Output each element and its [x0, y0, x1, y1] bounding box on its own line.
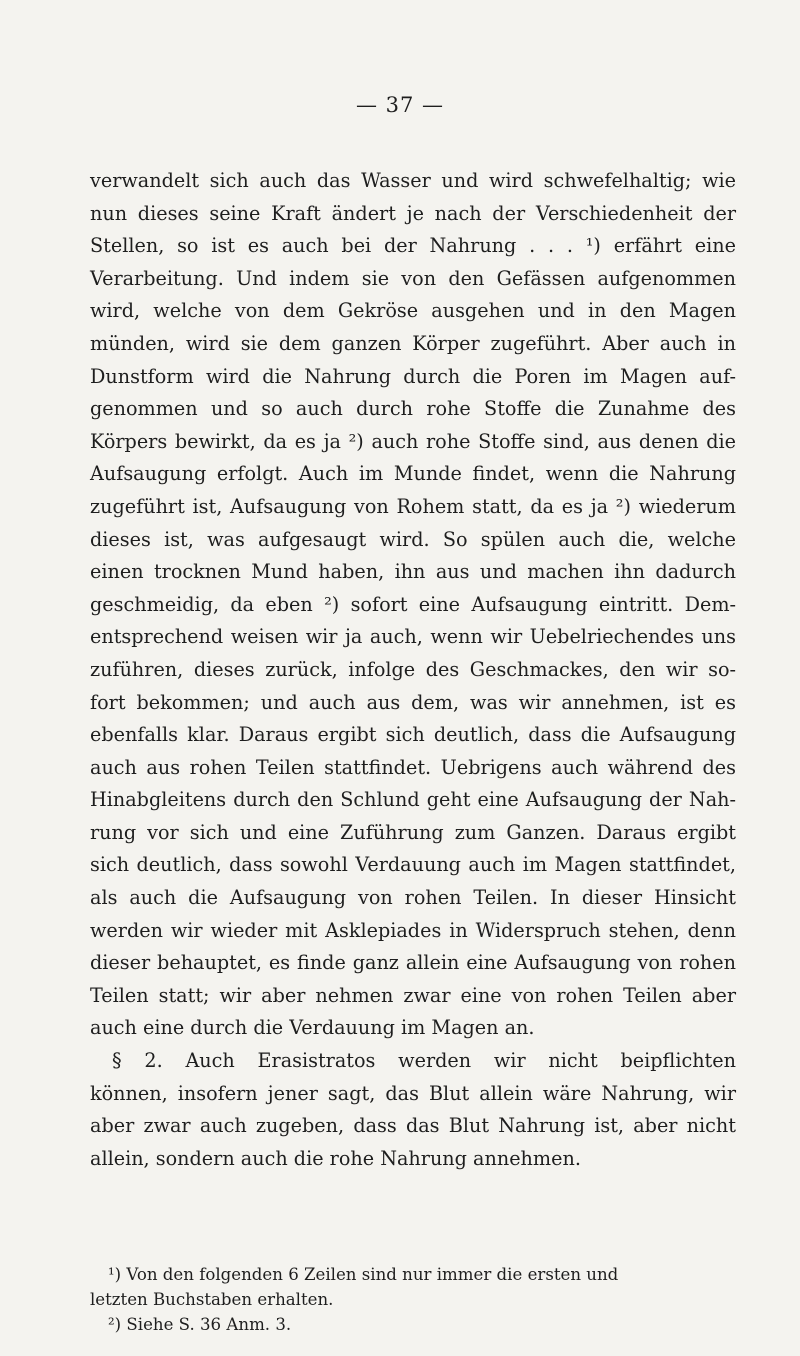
text-line: Aufsaugung erfolgt. Auch im Munde findet, wenn die Nahrung [90, 462, 736, 486]
text-line: werden wir wieder mit Asklepiades in Widerspruch stehen, denn [90, 918, 736, 942]
text-line: sich deutlich, dass sowohl Verdauung auch im Magen stattfindet, [90, 853, 736, 877]
text-line: Körpers bewirkt, da es ja ²) auch rohe Stoffe sind, aus denen die [90, 429, 736, 453]
text-line: wird, welche von dem Gekröse ausgehen und in den Magen [90, 299, 736, 323]
text-line: auch aus rohen Teilen stattfindet. Uebrigens auch während des [90, 755, 736, 779]
text-line: münden, wird sie dem ganzen Körper zugeführt. Aber auch in [90, 331, 736, 355]
text-line: auch eine durch die Verdauung im Magen an. [90, 1016, 535, 1040]
text-line: Verarbeitung. Und indem sie von den Gefässen aufgenommen [90, 266, 736, 290]
text-line: zugeführt ist, Aufsaugung von Rohem statt, da es ja ²) wiederum [90, 494, 736, 518]
text-line: Dunstform wird die Nahrung durch die Poren im Magen auf- [90, 364, 736, 388]
text-line: entsprechend weisen wir ja auch, wenn wir Uebelriechendes uns [90, 625, 736, 649]
text-line: fort bekommen; und auch aus dem, was wir annehmen, ist es [90, 690, 736, 714]
text-line: dieses ist, was aufgesaugt wird. So spülen auch die, welche [90, 527, 736, 551]
text-line: allein, sondern auch die rohe Nahrung annehmen. [90, 1146, 581, 1170]
text-line: ebenfalls klar. Daraus ergibt sich deutlich, dass die Aufsaugung [90, 723, 736, 747]
footnote-2: ²) Siehe S. 36 Anm. 3. [108, 1315, 292, 1334]
text-line: nun dieses seine Kraft ändert je nach der Verschiedenheit der [90, 201, 736, 225]
text-line: zuführen, dieses zurück, infolge des Geschmackes, den wir so- [90, 657, 736, 681]
text-line: Stellen, so ist es auch bei der Nahrung . . . ¹) erfährt eine [90, 234, 736, 258]
text-line: verwandelt sich auch das Wasser und wird schwefelhaltig; wie [90, 169, 736, 192]
page-number: — 37 — [355, 93, 445, 117]
text-line: einen trocknen Mund haben, ihn aus und machen ihn dadurch [90, 560, 736, 584]
section-heading-line: § 2. Auch Erasistratos werden wir nicht beipflichten [112, 1049, 736, 1073]
text-line: aber zwar auch zugeben, dass das Blut Nahrung ist, aber nicht [90, 1114, 736, 1138]
footnotes [90, 1262, 736, 1337]
text-line: Teilen statt; wir aber nehmen zwar eine von rohen Teilen aber [90, 983, 736, 1007]
footnote-1: ¹) Von den folgenden 6 Zeilen sind nur immer die ersten und [108, 1265, 619, 1284]
body-text [90, 165, 736, 1175]
text-line: genommen und so auch durch rohe Stoffe die Zunahme des [90, 397, 736, 421]
text-line: dieser behauptet, es finde ganz allein eine Aufsaugung von rohen [90, 951, 736, 975]
text-line: können, insofern jener sagt, das Blut allein wäre Nahrung, wir [90, 1081, 736, 1105]
footnote-1-continued: letzten Buchstaben erhalten. [90, 1290, 334, 1309]
text-line: geschmeidig, da eben ²) sofort eine Aufsaugung eintritt. Dem- [90, 592, 736, 616]
text-line: rung vor sich und eine Zuführung zum Ganzen. Daraus ergibt [90, 820, 736, 844]
text-line: Hinabgleitens durch den Schlund geht eine Aufsaugung der Nah- [90, 788, 736, 812]
text-line: als auch die Aufsaugung von rohen Teilen. In dieser Hinsicht [90, 886, 736, 910]
